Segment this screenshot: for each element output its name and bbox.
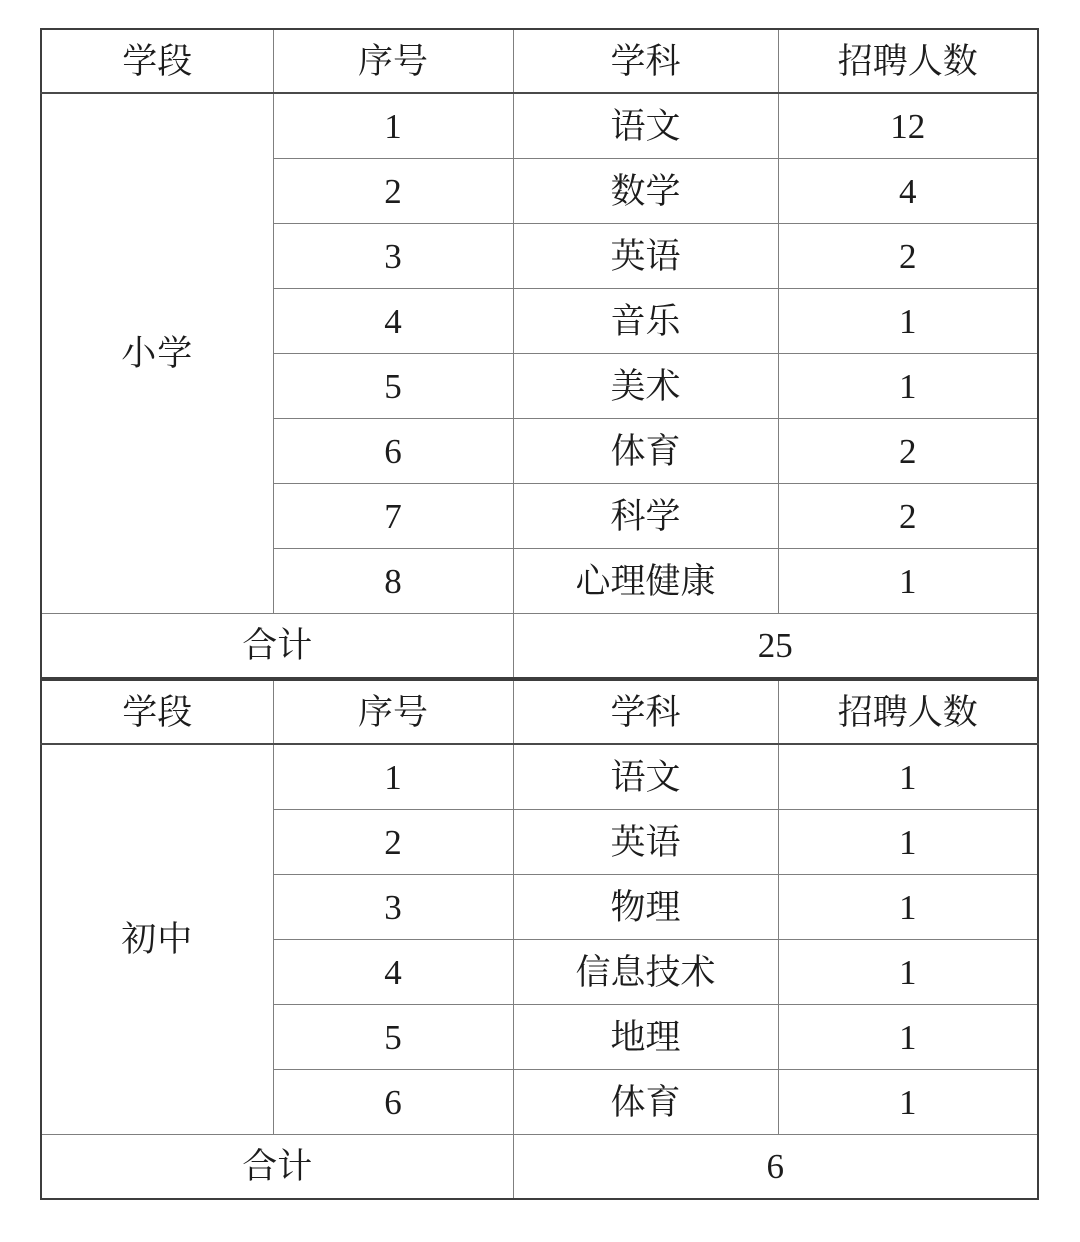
primary-row-7-subject: 科学 [513, 484, 778, 549]
primary-row-2-count: 4 [778, 159, 1038, 224]
junior-header-count: 招聘人数 [778, 680, 1038, 744]
junior-row-4-no: 4 [273, 940, 513, 1005]
junior-row-2-no: 2 [273, 810, 513, 875]
primary-row-4-no: 4 [273, 289, 513, 354]
primary-row-7-count: 2 [778, 484, 1038, 549]
primary-header-no: 序号 [273, 29, 513, 93]
primary-row-3-no: 3 [273, 224, 513, 289]
primary-header-row [41, 29, 1038, 93]
junior-row-5-subject: 地理 [513, 1005, 778, 1070]
primary-row-3-subject: 英语 [513, 224, 778, 289]
junior-row-1-subject: 语文 [513, 744, 778, 810]
junior-high-table [40, 679, 1039, 1200]
primary-total-value: 25 [513, 614, 1038, 679]
primary-row-4-subject: 音乐 [513, 289, 778, 354]
junior-row-4-count: 1 [778, 940, 1038, 1005]
primary-total-label: 合计 [41, 614, 513, 679]
primary-row-6-subject: 体育 [513, 419, 778, 484]
primary-row-1-count: 12 [778, 93, 1038, 159]
primary-row-5-count: 1 [778, 354, 1038, 419]
table-row [41, 744, 1038, 810]
primary-row-5-subject: 美术 [513, 354, 778, 419]
junior-header-subject: 学科 [513, 680, 778, 744]
primary-row-2-no: 2 [273, 159, 513, 224]
primary-header-subject: 学科 [513, 29, 778, 93]
primary-row-6-no: 6 [273, 419, 513, 484]
primary-row-8-subject: 心理健康 [513, 549, 778, 614]
junior-row-3-subject: 物理 [513, 875, 778, 940]
junior-row-3-no: 3 [273, 875, 513, 940]
primary-header-count: 招聘人数 [778, 29, 1038, 93]
primary-header-stage: 学段 [41, 29, 273, 93]
primary-row-7-no: 7 [273, 484, 513, 549]
junior-row-6-subject: 体育 [513, 1070, 778, 1135]
primary-row-4-count: 1 [778, 289, 1038, 354]
junior-row-6-no: 6 [273, 1070, 513, 1135]
junior-row-5-count: 1 [778, 1005, 1038, 1070]
junior-header-stage: 学段 [41, 680, 273, 744]
junior-row-6-count: 1 [778, 1070, 1038, 1135]
primary-row-2-subject: 数学 [513, 159, 778, 224]
junior-total-row [41, 1135, 1038, 1200]
primary-stage-cell: 小学 [41, 93, 273, 614]
junior-row-3-count: 1 [778, 875, 1038, 940]
junior-header-no: 序号 [273, 680, 513, 744]
primary-row-8-no: 8 [273, 549, 513, 614]
primary-row-1-subject: 语文 [513, 93, 778, 159]
primary-school-table [40, 28, 1039, 679]
junior-row-5-no: 5 [273, 1005, 513, 1070]
junior-total-value: 6 [513, 1135, 1038, 1200]
primary-total-row [41, 614, 1038, 679]
junior-row-2-subject: 英语 [513, 810, 778, 875]
primary-row-6-count: 2 [778, 419, 1038, 484]
junior-header-row [41, 680, 1038, 744]
junior-row-1-count: 1 [778, 744, 1038, 810]
table-row [41, 93, 1038, 159]
primary-row-5-no: 5 [273, 354, 513, 419]
junior-row-4-subject: 信息技术 [513, 940, 778, 1005]
junior-total-label: 合计 [41, 1135, 513, 1200]
primary-row-8-count: 1 [778, 549, 1038, 614]
junior-row-2-count: 1 [778, 810, 1038, 875]
primary-row-3-count: 2 [778, 224, 1038, 289]
primary-row-1-no: 1 [273, 93, 513, 159]
junior-row-1-no: 1 [273, 744, 513, 810]
junior-stage-cell: 初中 [41, 744, 273, 1135]
